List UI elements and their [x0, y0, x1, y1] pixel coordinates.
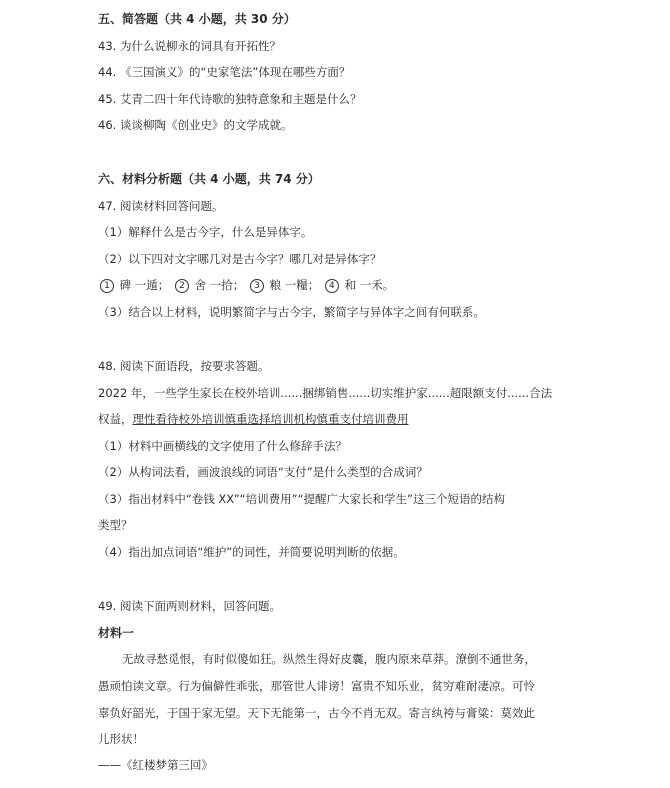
- section-5-title: 五、简答题（共 4 小题，共 30 分）: [98, 12, 296, 26]
- question-48-sub1: （1）材料中画横线的文字使用了什么修辞手法？: [98, 439, 347, 453]
- material-1-title: 材料一: [98, 626, 135, 640]
- question-43: 43. 为什么说柳永的词具有开拓性？: [98, 39, 281, 53]
- pair-number-4: 4: [325, 279, 339, 293]
- question-48-paragraph-line2: [98, 411, 409, 427]
- poem-line-2: 愚顽怕读文章。行为偏僻性乖张，那管世人诽谤！富贵不知乐业，贫穷难耐凄凉。可怜: [98, 679, 535, 693]
- poem-line-1: 无故寻愁觅恨，有时似傻如狂。纵然生得好皮囊，腹内原来草莽。潦倒不通世务，: [122, 652, 536, 666]
- pair-text-3: 粮 一糧；: [269, 278, 320, 292]
- question-46: 46. 谈谈柳陶《创业史》的文学成就。: [98, 118, 293, 132]
- poem-line-4: 儿形状！: [98, 732, 144, 746]
- underlined-phrase: 理性看待校外培训慎重选择培训机构慎重支付培训费用: [132, 412, 409, 426]
- pair-number-3: 3: [250, 279, 264, 293]
- question-45: 45. 艾青二四十年代诗歌的独特意象和主题是什么？: [98, 92, 362, 106]
- question-48-sub2: （2）从构词法看，画波浪线的词语“支付”是什么类型的合成词？: [98, 465, 428, 479]
- question-49-stem: 49. 阅读下面两则材料，回答问题。: [98, 599, 281, 613]
- section-6-title: 六、材料分析题（共 4 小题，共 74 分）: [98, 172, 320, 186]
- question-48-paragraph-line1: 2022 年，一些学生家长在校外培训......捆绑销售......切实维护家......超限额支付......合法: [98, 386, 553, 400]
- question-47-sub1: （1）解释什么是古今字，什么是异体字。: [98, 225, 313, 239]
- question-47-pairs: [98, 277, 394, 293]
- paragraph-plain-text: 权益，: [98, 412, 133, 426]
- pair-number-1: 1: [100, 279, 114, 293]
- pair-number-2: 2: [175, 279, 189, 293]
- question-48-stem: 48. 阅读下面语段，按要求答题。: [98, 359, 270, 373]
- pair-text-4: 和 一禾。: [344, 278, 395, 292]
- question-48-sub4: （4）指出加点词语“维护”的词性，并简要说明判断的依据。: [98, 545, 405, 559]
- pair-text-2: 舍 一拾；: [194, 278, 245, 292]
- pair-text-1: 碑 一遁；: [119, 278, 170, 292]
- question-44: 44. 《三国演义》的“史家笔法”体现在哪些方面？: [98, 65, 351, 79]
- question-47-sub3: （3）结合以上材料，说明繁简字与古今字，繁简字与异体字之间有何联系。: [98, 305, 485, 319]
- poem-source: ——《红楼梦第三回》: [98, 758, 213, 772]
- question-48-sub3-line1: （3）指出材料中“卷钱 XX”“培训费用”“提醒广大家长和学生”这三个短语的结构: [98, 492, 506, 506]
- question-47-stem: 47. 阅读材料回答问题。: [98, 199, 224, 213]
- poem-line-3: 辜负好韶光，于国于家无望。天下无能第一，古今不肖无双。寄言纨袴与膏粱：莫效此: [98, 706, 535, 720]
- question-47-sub2: （2）以下四对文字哪几对是古今字？哪几对是异体字？: [98, 252, 382, 266]
- question-48-sub3-line2: 类型？: [98, 518, 133, 532]
